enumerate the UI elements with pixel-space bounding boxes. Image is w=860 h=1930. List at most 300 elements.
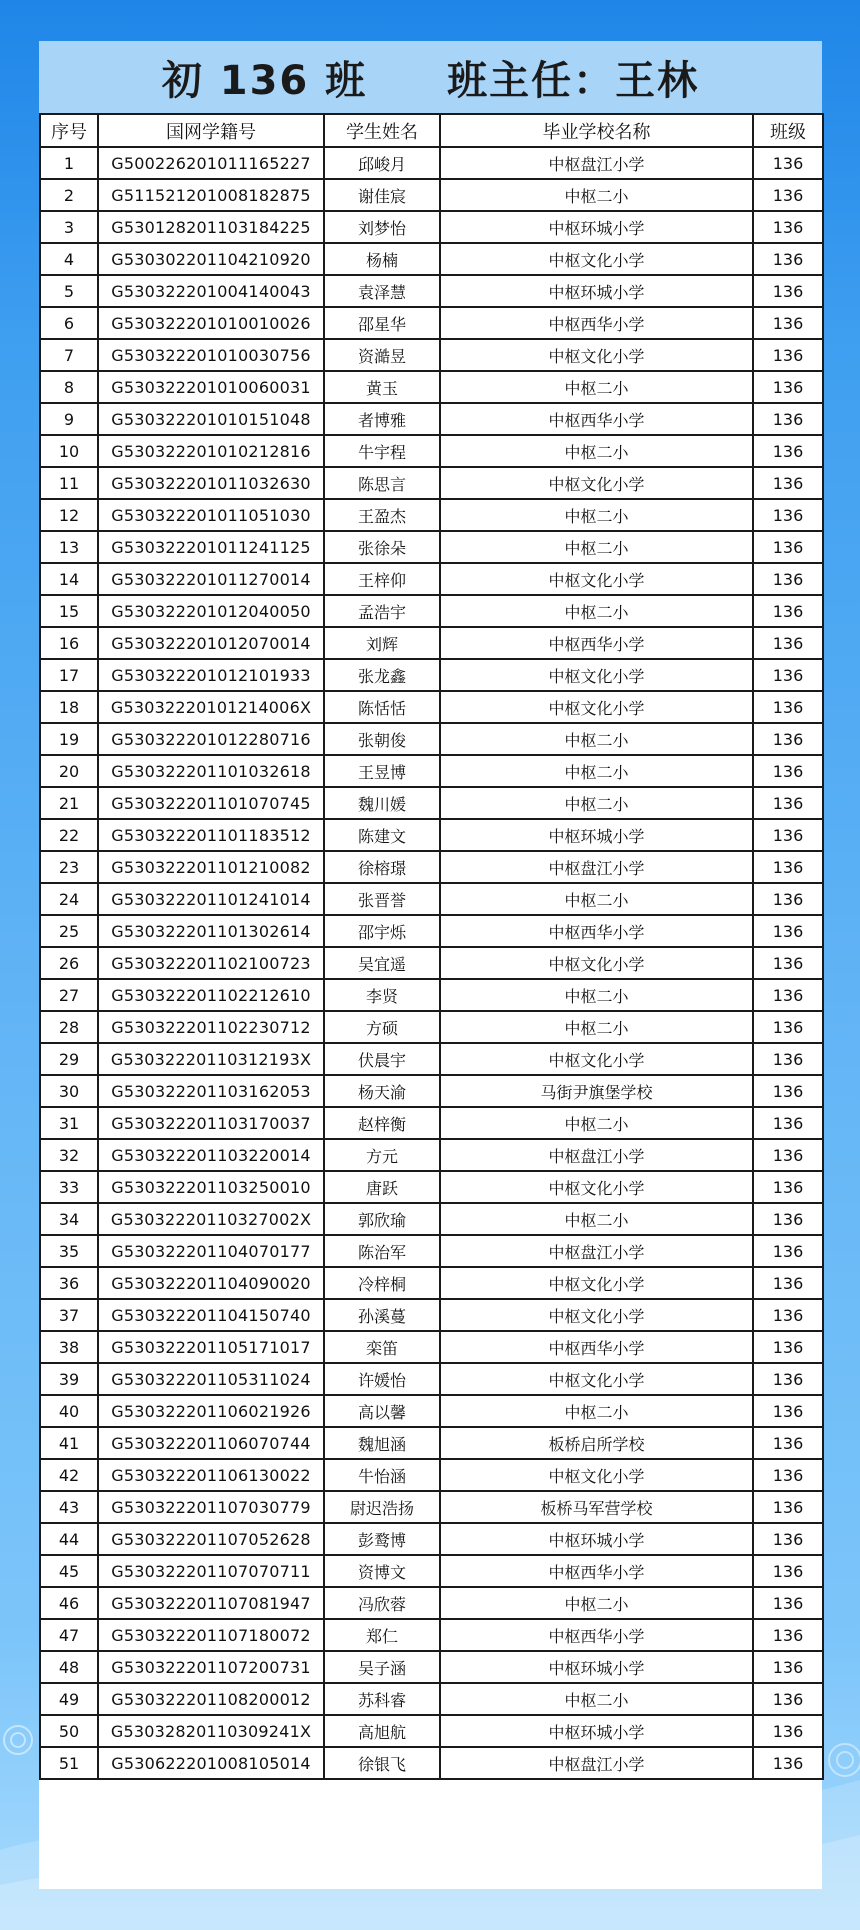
table-row	[40, 307, 823, 339]
class-label: 初 136 班	[161, 57, 368, 104]
cell-student-name: 陈治军	[324, 1235, 440, 1267]
cell-student-name: 王梓仰	[324, 563, 440, 595]
cell-class: 136	[753, 147, 823, 179]
cell-student-name: 资博文	[324, 1555, 440, 1587]
cell-student-name: 孙溪蔓	[324, 1299, 440, 1331]
cell-student-id: G53032220110312193X	[98, 1043, 324, 1075]
table-row	[40, 627, 823, 659]
cell-school: 中枢环城小学	[440, 211, 753, 243]
cell-student-name: 彭鹜博	[324, 1523, 440, 1555]
cell-student-name: 张徐朵	[324, 531, 440, 563]
cell-student-name: 陈恬恬	[324, 691, 440, 723]
cell-school: 中枢文化小学	[440, 1299, 753, 1331]
cell-index: 1	[40, 147, 98, 179]
table-row	[40, 563, 823, 595]
table-body	[40, 147, 823, 1779]
cell-school: 中枢文化小学	[440, 1171, 753, 1203]
cell-class: 136	[753, 1075, 823, 1107]
cell-class: 136	[753, 1587, 823, 1619]
cell-index: 49	[40, 1683, 98, 1715]
page-title	[39, 41, 822, 113]
cell-class: 136	[753, 787, 823, 819]
table-row	[40, 819, 823, 851]
cell-class: 136	[753, 1011, 823, 1043]
cell-school: 中枢二小	[440, 371, 753, 403]
cell-index: 35	[40, 1235, 98, 1267]
cell-school: 中枢二小	[440, 755, 753, 787]
cell-student-name: 杨天渝	[324, 1075, 440, 1107]
table-row	[40, 947, 823, 979]
cell-index: 46	[40, 1587, 98, 1619]
cell-student-id: G530322201103220014	[98, 1139, 324, 1171]
table-row	[40, 467, 823, 499]
cell-student-id: G53032820110309241X	[98, 1715, 324, 1747]
cell-student-id: G530622201008105014	[98, 1747, 324, 1779]
table-row	[40, 723, 823, 755]
cell-student-id: G530322201103250010	[98, 1171, 324, 1203]
cell-student-id: G530322201101032618	[98, 755, 324, 787]
cell-index: 33	[40, 1171, 98, 1203]
cell-class: 136	[753, 1203, 823, 1235]
table-row	[40, 1555, 823, 1587]
cell-student-id: G511521201008182875	[98, 179, 324, 211]
cell-class: 136	[753, 275, 823, 307]
cell-student-id: G530322201101183512	[98, 819, 324, 851]
table-row	[40, 1747, 823, 1779]
cell-class: 136	[753, 947, 823, 979]
table-row	[40, 755, 823, 787]
cell-school: 中枢文化小学	[440, 1363, 753, 1395]
cell-class: 136	[753, 915, 823, 947]
cell-index: 6	[40, 307, 98, 339]
cell-index: 3	[40, 211, 98, 243]
cell-student-id: G530322201010212816	[98, 435, 324, 467]
cell-student-id: G530322201010010026	[98, 307, 324, 339]
cell-school: 中枢文化小学	[440, 467, 753, 499]
cell-class: 136	[753, 403, 823, 435]
table-row	[40, 371, 823, 403]
cell-class: 136	[753, 243, 823, 275]
cell-class: 136	[753, 1331, 823, 1363]
table-row	[40, 787, 823, 819]
cell-student-name: 邱峻月	[324, 147, 440, 179]
table-row	[40, 1363, 823, 1395]
cell-index: 36	[40, 1267, 98, 1299]
cell-index: 45	[40, 1555, 98, 1587]
cell-student-id: G530322201106130022	[98, 1459, 324, 1491]
cell-index: 44	[40, 1523, 98, 1555]
cell-class: 136	[753, 1459, 823, 1491]
cell-class: 136	[753, 1491, 823, 1523]
cell-index: 26	[40, 947, 98, 979]
cell-class: 136	[753, 1171, 823, 1203]
table-row	[40, 1107, 823, 1139]
table-row	[40, 1267, 823, 1299]
cell-index: 32	[40, 1139, 98, 1171]
cell-school: 中枢二小	[440, 1587, 753, 1619]
table-row	[40, 1299, 823, 1331]
cell-student-id: G530322201012101933	[98, 659, 324, 691]
table-row	[40, 147, 823, 179]
cell-index: 4	[40, 243, 98, 275]
cell-class: 136	[753, 819, 823, 851]
cell-index: 2	[40, 179, 98, 211]
cell-student-name: 唐跃	[324, 1171, 440, 1203]
cell-student-name: 尉迟浩扬	[324, 1491, 440, 1523]
cell-class: 136	[753, 755, 823, 787]
cell-class: 136	[753, 1619, 823, 1651]
cell-school: 中枢环城小学	[440, 819, 753, 851]
table-row	[40, 595, 823, 627]
cell-student-name: 刘辉	[324, 627, 440, 659]
table-row	[40, 1139, 823, 1171]
cell-school: 中枢二小	[440, 1395, 753, 1427]
cell-student-id: G530322201104150740	[98, 1299, 324, 1331]
cell-student-name: 魏旭涵	[324, 1427, 440, 1459]
table-row	[40, 691, 823, 723]
cell-student-name: 张朝俊	[324, 723, 440, 755]
cell-school: 中枢文化小学	[440, 339, 753, 371]
cell-school: 中枢盘江小学	[440, 851, 753, 883]
cell-student-id: G530322201108200012	[98, 1683, 324, 1715]
cell-school: 中枢环城小学	[440, 1651, 753, 1683]
cell-student-name: 高以馨	[324, 1395, 440, 1427]
cell-student-id: G530322201101070745	[98, 787, 324, 819]
table-row	[40, 851, 823, 883]
cell-class: 136	[753, 179, 823, 211]
cell-student-id: G530322201102212610	[98, 979, 324, 1011]
cell-student-id: G530322201102100723	[98, 947, 324, 979]
cell-index: 5	[40, 275, 98, 307]
cell-class: 136	[753, 1107, 823, 1139]
cell-student-name: 牛宇程	[324, 435, 440, 467]
cell-class: 136	[753, 211, 823, 243]
cell-school: 中枢西华小学	[440, 307, 753, 339]
cell-school: 中枢西华小学	[440, 1555, 753, 1587]
cell-index: 30	[40, 1075, 98, 1107]
cell-school: 中枢二小	[440, 1107, 753, 1139]
cell-index: 34	[40, 1203, 98, 1235]
cell-index: 43	[40, 1491, 98, 1523]
table-header-row	[40, 114, 823, 147]
cell-student-id: G53032220110327002X	[98, 1203, 324, 1235]
cell-index: 19	[40, 723, 98, 755]
cell-school: 中枢西华小学	[440, 627, 753, 659]
cell-class: 136	[753, 627, 823, 659]
cell-class: 136	[753, 691, 823, 723]
cell-student-name: 张晋誉	[324, 883, 440, 915]
cell-class: 136	[753, 659, 823, 691]
cell-class: 136	[753, 979, 823, 1011]
cell-student-id: G530322201101210082	[98, 851, 324, 883]
cell-index: 24	[40, 883, 98, 915]
cell-student-id: G530322201106070744	[98, 1427, 324, 1459]
cell-class: 136	[753, 1683, 823, 1715]
cell-student-id: G530322201104090020	[98, 1267, 324, 1299]
cell-student-name: 王昱博	[324, 755, 440, 787]
cell-student-name: 徐榕璟	[324, 851, 440, 883]
cell-student-name: 赵梓衡	[324, 1107, 440, 1139]
table-row	[40, 1459, 823, 1491]
cell-student-name: 孟浩宇	[324, 595, 440, 627]
table-row	[40, 1011, 823, 1043]
cell-school: 中枢环城小学	[440, 275, 753, 307]
cell-index: 12	[40, 499, 98, 531]
table-row	[40, 1395, 823, 1427]
table-row	[40, 1235, 823, 1267]
cell-school: 中枢二小	[440, 435, 753, 467]
cell-school: 中枢盘江小学	[440, 147, 753, 179]
cell-index: 23	[40, 851, 98, 883]
cell-school: 中枢环城小学	[440, 1523, 753, 1555]
cell-class: 136	[753, 1139, 823, 1171]
cell-class: 136	[753, 1299, 823, 1331]
cell-school: 中枢文化小学	[440, 1267, 753, 1299]
cell-index: 15	[40, 595, 98, 627]
cell-index: 20	[40, 755, 98, 787]
cell-index: 18	[40, 691, 98, 723]
cell-class: 136	[753, 723, 823, 755]
cell-student-name: 苏科睿	[324, 1683, 440, 1715]
cell-student-id: G530322201107200731	[98, 1651, 324, 1683]
cell-student-name: 者博雅	[324, 403, 440, 435]
cell-school: 中枢西华小学	[440, 915, 753, 947]
column-header-student-name: 学生姓名	[324, 114, 440, 147]
cell-school: 中枢二小	[440, 1203, 753, 1235]
table-row	[40, 1683, 823, 1715]
cell-student-name: 许媛怡	[324, 1363, 440, 1395]
cell-student-name: 吴宜遥	[324, 947, 440, 979]
table-row	[40, 1203, 823, 1235]
cell-student-name: 邵宇烁	[324, 915, 440, 947]
cell-student-name: 郑仁	[324, 1619, 440, 1651]
cell-student-id: G530322201107180072	[98, 1619, 324, 1651]
cell-index: 25	[40, 915, 98, 947]
cell-school: 中枢环城小学	[440, 1715, 753, 1747]
table-row	[40, 499, 823, 531]
table-row	[40, 211, 823, 243]
cell-school: 板桥马军营学校	[440, 1491, 753, 1523]
cell-student-name: 刘梦怡	[324, 211, 440, 243]
cell-student-id: G530322201010151048	[98, 403, 324, 435]
table-row	[40, 915, 823, 947]
cell-student-id: G530322201012070014	[98, 627, 324, 659]
cell-index: 42	[40, 1459, 98, 1491]
cell-student-name: 栾笛	[324, 1331, 440, 1363]
cell-student-name: 高旭航	[324, 1715, 440, 1747]
table-row	[40, 979, 823, 1011]
cell-class: 136	[753, 595, 823, 627]
cell-student-name: 谢佳宸	[324, 179, 440, 211]
cell-class: 136	[753, 563, 823, 595]
cell-school: 中枢二小	[440, 531, 753, 563]
cell-index: 8	[40, 371, 98, 403]
cell-school: 中枢二小	[440, 883, 753, 915]
cell-student-id: G530322201012280716	[98, 723, 324, 755]
cell-student-name: 陈思言	[324, 467, 440, 499]
cell-student-id: G530322201012040050	[98, 595, 324, 627]
cell-index: 21	[40, 787, 98, 819]
table-row	[40, 403, 823, 435]
cell-school: 板桥启所学校	[440, 1427, 753, 1459]
cell-school: 中枢文化小学	[440, 947, 753, 979]
cell-student-name: 黄玉	[324, 371, 440, 403]
cell-student-id: G500226201011165227	[98, 147, 324, 179]
cell-student-name: 郭欣瑜	[324, 1203, 440, 1235]
cell-index: 28	[40, 1011, 98, 1043]
cell-class: 136	[753, 307, 823, 339]
table-row	[40, 1331, 823, 1363]
cell-class: 136	[753, 1043, 823, 1075]
cell-school: 中枢文化小学	[440, 243, 753, 275]
cell-school: 中枢二小	[440, 979, 753, 1011]
cell-student-id: G530322201101241014	[98, 883, 324, 915]
cell-student-name: 方元	[324, 1139, 440, 1171]
cell-class: 136	[753, 531, 823, 563]
table-row	[40, 1587, 823, 1619]
cell-student-id: G530322201011270014	[98, 563, 324, 595]
cell-student-name: 冯欣蓉	[324, 1587, 440, 1619]
cell-class: 136	[753, 1555, 823, 1587]
cell-index: 10	[40, 435, 98, 467]
cell-index: 31	[40, 1107, 98, 1139]
table-row	[40, 659, 823, 691]
column-header-class: 班级	[753, 114, 823, 147]
cell-student-id: G530322201004140043	[98, 275, 324, 307]
table-row	[40, 1043, 823, 1075]
table-row	[40, 1075, 823, 1107]
cell-student-name: 冷梓桐	[324, 1267, 440, 1299]
cell-student-name: 资澔昱	[324, 339, 440, 371]
cell-class: 136	[753, 1651, 823, 1683]
cell-class: 136	[753, 851, 823, 883]
table-row	[40, 1491, 823, 1523]
cell-student-name: 袁泽慧	[324, 275, 440, 307]
cell-student-name: 魏川媛	[324, 787, 440, 819]
cell-student-id: G530322201107081947	[98, 1587, 324, 1619]
cell-class: 136	[753, 1363, 823, 1395]
cell-school: 中枢文化小学	[440, 1043, 753, 1075]
table-row	[40, 1619, 823, 1651]
table-row	[40, 435, 823, 467]
cell-class: 136	[753, 883, 823, 915]
cell-student-id: G530322201103162053	[98, 1075, 324, 1107]
cell-index: 39	[40, 1363, 98, 1395]
table-row	[40, 275, 823, 307]
cell-school: 中枢西华小学	[440, 1619, 753, 1651]
cell-student-id: G53032220101214006X	[98, 691, 324, 723]
column-header-index: 序号	[40, 114, 98, 147]
cell-school: 中枢盘江小学	[440, 1139, 753, 1171]
cell-student-id: G530322201011051030	[98, 499, 324, 531]
cell-index: 50	[40, 1715, 98, 1747]
cell-school: 中枢西华小学	[440, 1331, 753, 1363]
cell-class: 136	[753, 467, 823, 499]
cell-school: 中枢二小	[440, 787, 753, 819]
cell-student-id: G530322201104070177	[98, 1235, 324, 1267]
table-row	[40, 179, 823, 211]
cell-student-name: 吴子涵	[324, 1651, 440, 1683]
table-row	[40, 339, 823, 371]
cell-school: 中枢二小	[440, 1011, 753, 1043]
cell-school: 中枢文化小学	[440, 563, 753, 595]
cell-student-id: G530322201103170037	[98, 1107, 324, 1139]
cell-index: 13	[40, 531, 98, 563]
cell-index: 40	[40, 1395, 98, 1427]
cell-index: 22	[40, 819, 98, 851]
cell-school: 中枢二小	[440, 499, 753, 531]
cell-student-id: G530322201101302614	[98, 915, 324, 947]
cell-school: 中枢文化小学	[440, 1459, 753, 1491]
cell-class: 136	[753, 435, 823, 467]
cell-school: 马街尹旗堡学校	[440, 1075, 753, 1107]
cell-class: 136	[753, 1267, 823, 1299]
cell-index: 7	[40, 339, 98, 371]
cell-class: 136	[753, 1523, 823, 1555]
cell-student-id: G530322201010030756	[98, 339, 324, 371]
table-row	[40, 1715, 823, 1747]
cell-student-name: 邵星华	[324, 307, 440, 339]
table-row	[40, 1171, 823, 1203]
cell-student-id: G530322201011241125	[98, 531, 324, 563]
cell-school: 中枢二小	[440, 595, 753, 627]
cell-student-id: G530322201107030779	[98, 1491, 324, 1523]
cell-index: 51	[40, 1747, 98, 1779]
roster-sheet	[39, 41, 822, 1889]
cell-class: 136	[753, 1747, 823, 1779]
table-row	[40, 531, 823, 563]
cell-index: 16	[40, 627, 98, 659]
cell-student-name: 徐银飞	[324, 1747, 440, 1779]
cell-school: 中枢二小	[440, 179, 753, 211]
cell-student-name: 方硕	[324, 1011, 440, 1043]
column-header-school: 毕业学校名称	[440, 114, 753, 147]
cell-class: 136	[753, 339, 823, 371]
cell-student-id: G530322201102230712	[98, 1011, 324, 1043]
teacher-label: 班主任：王林	[447, 57, 700, 104]
cell-school: 中枢盘江小学	[440, 1235, 753, 1267]
column-header-student-id: 国网学籍号	[98, 114, 324, 147]
cell-student-id: G530322201105171017	[98, 1331, 324, 1363]
cell-school: 中枢二小	[440, 723, 753, 755]
cell-student-id: G530322201011032630	[98, 467, 324, 499]
cell-index: 27	[40, 979, 98, 1011]
cell-class: 136	[753, 499, 823, 531]
cell-index: 37	[40, 1299, 98, 1331]
table-row	[40, 243, 823, 275]
cell-student-id: G530322201010060031	[98, 371, 324, 403]
cell-school: 中枢文化小学	[440, 691, 753, 723]
table-row	[40, 1523, 823, 1555]
cell-index: 9	[40, 403, 98, 435]
cell-index: 41	[40, 1427, 98, 1459]
cell-index: 11	[40, 467, 98, 499]
cell-class: 136	[753, 1427, 823, 1459]
cell-index: 14	[40, 563, 98, 595]
table-row	[40, 883, 823, 915]
cell-index: 47	[40, 1619, 98, 1651]
cell-student-id: G530128201103184225	[98, 211, 324, 243]
cell-student-id: G530322201107070711	[98, 1555, 324, 1587]
cell-school: 中枢西华小学	[440, 403, 753, 435]
cell-student-name: 杨楠	[324, 243, 440, 275]
table-row	[40, 1427, 823, 1459]
table-row	[40, 1651, 823, 1683]
cell-class: 136	[753, 371, 823, 403]
cell-school: 中枢文化小学	[440, 659, 753, 691]
cell-class: 136	[753, 1715, 823, 1747]
cell-index: 17	[40, 659, 98, 691]
